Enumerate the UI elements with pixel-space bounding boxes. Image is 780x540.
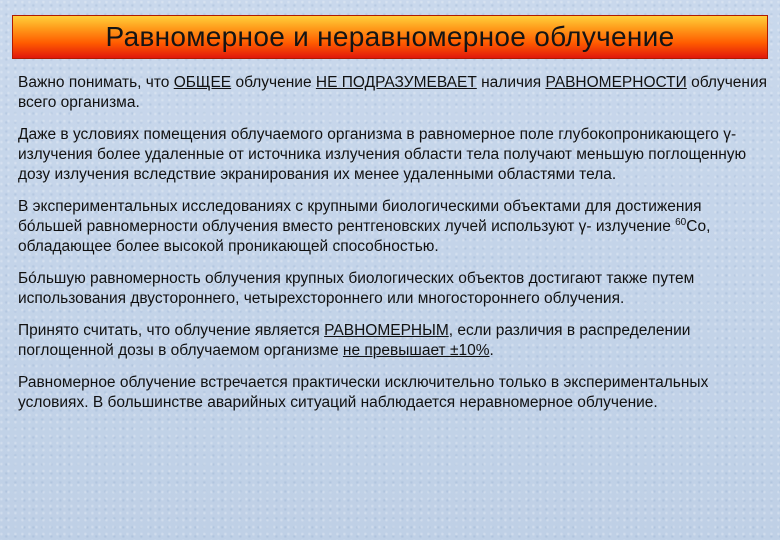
- text-span: наличия: [476, 74, 546, 91]
- text-span: облучения всего организма.: [18, 74, 768, 111]
- paragraph-definition: [18, 321, 768, 361]
- slide-title: Равномерное и неравномерное облучение: [105, 21, 675, 52]
- paragraph-general-exposure: [18, 73, 768, 113]
- emphasis-general: ОБЩЕЕ: [173, 74, 232, 91]
- emphasis-uniform: РАВНОМЕРНЫМ: [324, 322, 449, 339]
- slide-body: [18, 73, 768, 425]
- title-banner: [12, 15, 768, 59]
- isotope-mass-number: 60: [675, 216, 687, 228]
- text-span: облучение: [231, 74, 316, 91]
- paragraph-shielding: Даже в условиях помещения облучаемого организма в равномерное поле глубокопроникающего γ-излучения более удаленные от источника излучения области тела получают меньшую поглощенную дозу излучения вследствие экранирования их менее удаленными областями тела.: [18, 126, 747, 183]
- paragraph-experimental: [18, 197, 768, 257]
- emphasis-uniformity: РАВНОМЕРНОСТИ: [545, 74, 687, 91]
- text-span: В экспериментальных исследованиях с крупными биологическими объектами для достижения бóльшей равномерности облучения вместо рентгеновских лучей используют γ- излучение: [18, 198, 702, 235]
- paragraph-multi-side: Бóльшую равномерность облучения крупных биологических объектов достигают также путем использования двустороннего, четырехстороннего или многостороннего облучения.: [18, 270, 695, 307]
- paragraph-conclusion: Равномерное облучение встречается практически исключительно только в экспериментальных условиях. В большинстве аварийных ситуаций наблюдается неравномерное облучение.: [18, 374, 709, 411]
- emphasis-threshold: не превышает ±10%: [342, 342, 490, 359]
- text-span: , если различия в распределении поглощенной дозы в облучаемом организме: [18, 322, 691, 359]
- text-span: Принято считать, что облучение является: [18, 322, 325, 339]
- emphasis-does-not-imply: НЕ ПОДРАЗУМЕВАЕТ: [315, 74, 477, 91]
- text-span: Важно понимать, что: [18, 74, 174, 91]
- text-span: Co, обладающее более высокой проникающей способностью.: [18, 218, 711, 255]
- text-span: .: [489, 342, 494, 359]
